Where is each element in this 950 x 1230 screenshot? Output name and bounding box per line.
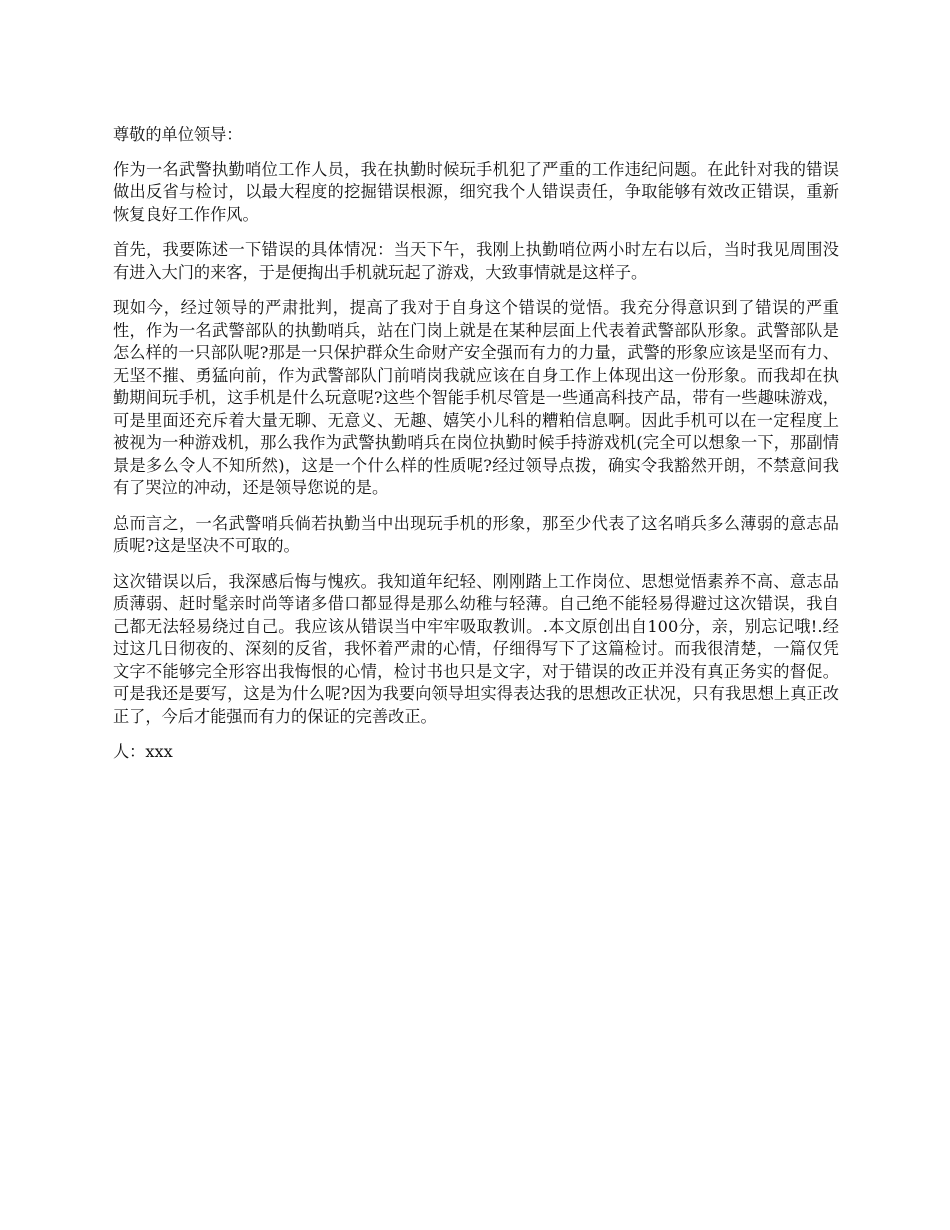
letter-paragraph-intro: 作为一名武警执勤哨位工作人员，我在执勤时候玩手机犯了严重的工作违纪问题。在此针对我的错误做出反省与检讨，以最大程度的挖掘错误根源，细究我个人错误责任，争取能够有效改正错误，重新恢复良好工作作风。	[113, 159, 839, 224]
letter-salutation: 尊敬的单位领导：	[113, 125, 243, 144]
letter-paragraph-summary: 总而言之，一名武警哨兵倘若执勤当中出现玩手机的形象，那至少代表了这名哨兵多么薄弱的意志品质呢?这是坚决不可取的。	[113, 513, 839, 555]
letter-paragraph-remorse: 这次错误以后，我深感后悔与愧疚。我知道年纪轻、刚刚踏上工作岗位、思想觉悟素养不高、意志品质薄弱、赶时髦亲时尚等诸多借口都显得是那么幼稚与轻薄。自己绝不能轻易得避过这次错误，我自己都无法轻易绕过自己。我应该从错误当中牢牢吸取教训。.本文原创出自100分，亲，别忘记哦!.经过这几日彻夜的、深刻的反省，我怀着严肃的心情，仔细得写下了这篇检讨。而我很清楚，一篇仅凭文字不能够完全形容出我悔恨的心情，检讨书也只是文字，对于错误的改正并没有真正务实的督促。可是我还是要写，这是为什么呢?因为我要向领导坦实得表达我的思想改正状况，只有我思想上真正改正了，今后才能强而有力的保证的完善改正。	[113, 571, 839, 726]
letter-paragraph-reflection: 现如今，经过领导的严肃批判，提高了我对于自身这个错误的觉悟。我充分得意识到了错误的严重性，作为一名武警部队的执勤哨兵，站在门岗上就是在某种层面上代表着武警部队形象。武警部队是怎么样的一只部队呢?那是一只保护群众生命财产安全强而有力的力量，武警的形象应该是坚而有力、无坚不摧、勇猛向前，作为武警部队门前哨岗我就应该在自身工作上体现出这一份形象。而我却在执勤期间玩手机，这手机是什么玩意呢?这些个智能手机尽管是一些通高科技产品，带有一些趣味游戏，可是里面还充斥着大量无聊、无意义、无趣、嬉笑小儿科的糟粕信息啊。因此手机可以在一定程度上被视为一种游戏机，那么我作为武警执勤哨兵在岗位执勤时候手持游戏机(完全可以想象一下，那副情景是多么令人不知所然)，这是一个什么样的性质呢?经过领导点拨，确实令我豁然开朗，不禁意间我有了哭泣的冲动，还是领导您说的是。	[113, 298, 839, 497]
letter-signature: 人：xxx	[113, 742, 173, 761]
letter-paragraph-incident: 首先，我要陈述一下错误的具体情况：当天下午，我刚上执勤哨位两小时左右以后，当时我见周围没有进入大门的来客，于是便掏出手机就玩起了游戏，大致事情就是这样子。	[113, 240, 839, 282]
letter-document	[113, 124, 839, 764]
